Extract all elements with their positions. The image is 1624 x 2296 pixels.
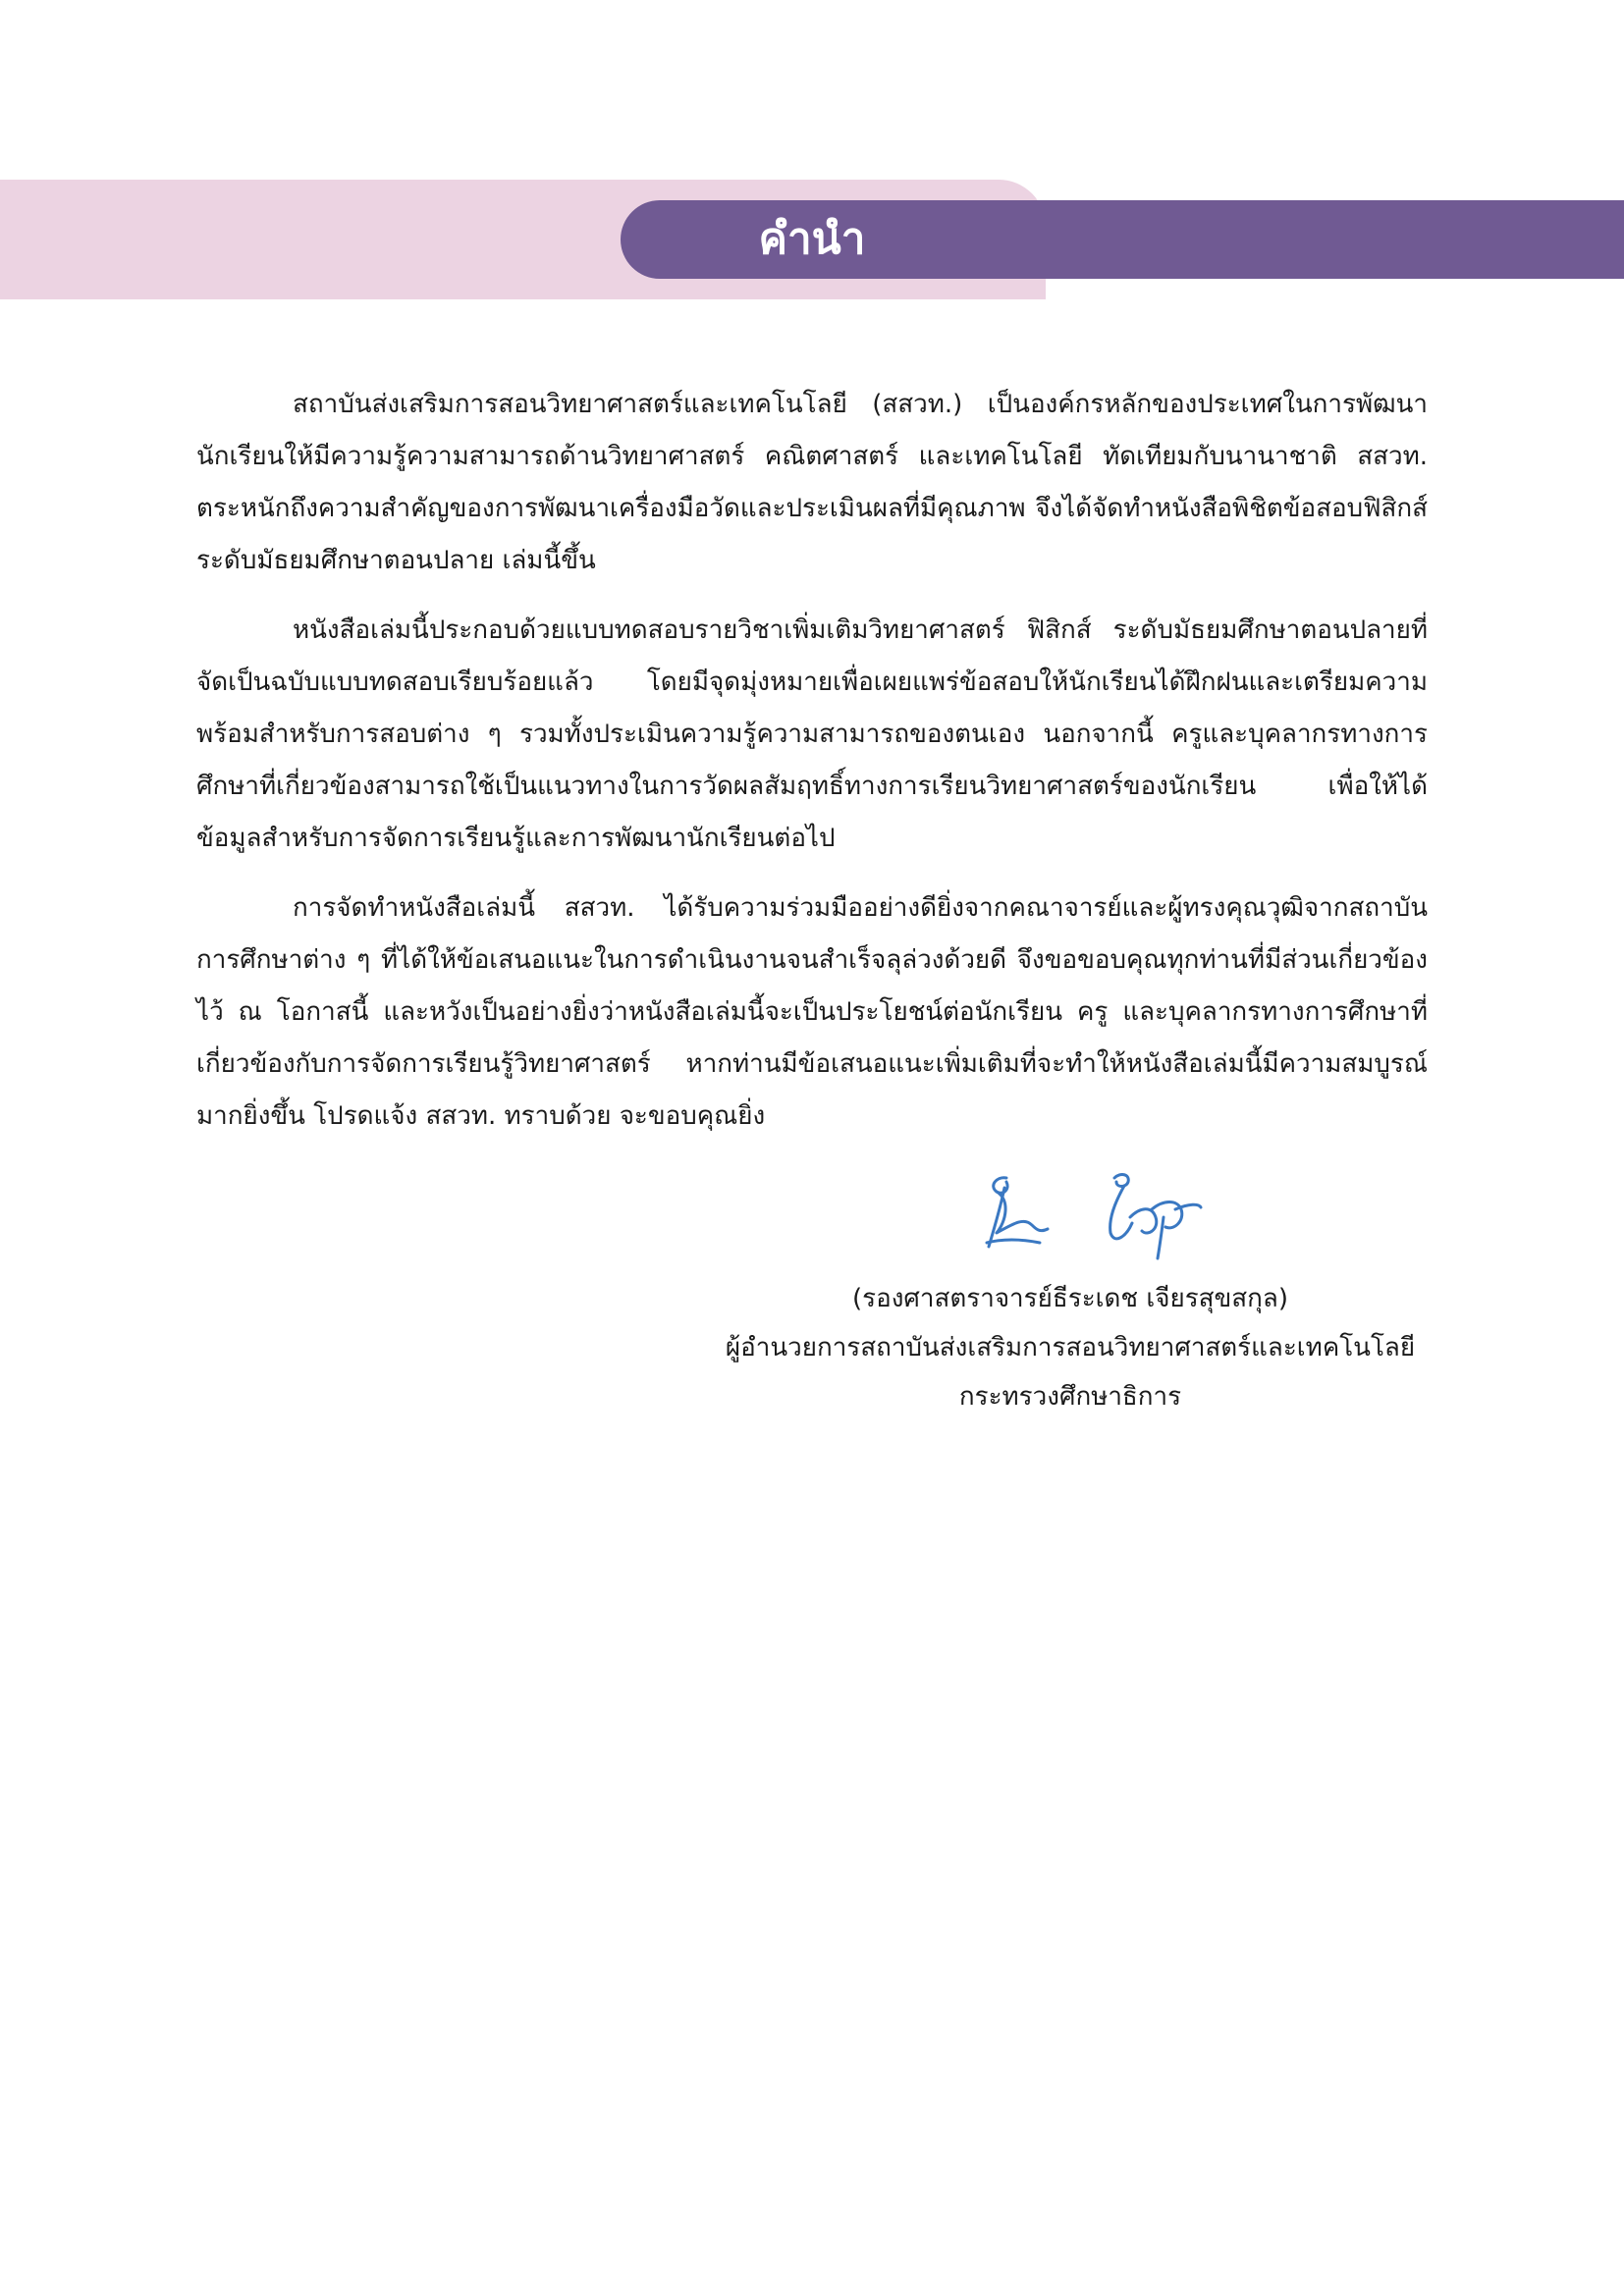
page-title: คำนำ bbox=[758, 214, 866, 264]
signatory-position: ผู้อำนวยการสถาบันส่งเสริมการสอนวิทยาศาสตร์และเทคโนโลยี bbox=[725, 1333, 1416, 1362]
signatory-organization: กระทรวงศึกษาธิการ bbox=[958, 1382, 1182, 1412]
paragraph-1: สถาบันส่งเสริมการสอนวิทยาศาสตร์และเทคโนโลยี (สสวท.) เป็นองค์กรหลักของประเทศในการพัฒนานักเรียนให้มีความรู้ความสามารถด้านวิทยาศาสตร์ คณิตศาสตร์ และเทคโนโลยี ทัดเทียมกับนานาชาติ สสวท. ตระหนักถึงความสำคัญของการพัฒนาเครื่องมือวัดและประเมินผลที่มีคุณภาพ จึงได้จัดทำหนังสือพิชิตข้อสอบฟิสิกส์ ระดับมัธยมศึกษาตอนปลาย เล่มนี้ขึ้น bbox=[196, 390, 1428, 575]
signature-block bbox=[687, 1274, 1453, 1421]
signatory-name: (รองศาสตราจารย์ธีระเดช เจียรสุขสกุล) bbox=[851, 1284, 1288, 1313]
paragraph-2: หนังสือเล่มนี้ประกอบด้วยแบบทดสอบรายวิชาเพิ่มเติมวิทยาศาสตร์ ฟิสิกส์ ระดับมัธยมศึกษาตอนปลายที่จัดเป็นฉบับแบบทดสอบเรียบร้อยแล้ว โดยมีจุดมุ่งหมายเพื่อเผยแพร่ข้อสอบให้นักเรียนได้ฝึกฝนและเตรียมความพร้อมสำหรับการสอบต่าง ๆ รวมทั้งประเมินความรู้ความสามารถของตนเอง นอกจากนี้ ครูและบุคลากรทางการศึกษาที่เกี่ยวข้องสามารถใช้เป็นแนวทางในการวัดผลสัมฤทธิ์ทางการเรียนวิทยาศาสตร์ของนักเรียน เพื่อให้ได้ข้อมูลสำหรับการจัดการเรียนรู้และการพัฒนานักเรียนต่อไป bbox=[196, 615, 1428, 853]
preface-body bbox=[196, 379, 1428, 1160]
handwritten-signature bbox=[967, 1148, 1203, 1266]
signature-image bbox=[967, 1148, 1203, 1266]
paragraph-3: การจัดทำหนังสือเล่มนี้ สสวท. ได้รับความร่วมมืออย่างดียิ่งจากคณาจารย์และผู้ทรงคุณวุฒิจากสถาบันการศึกษาต่าง ๆ ที่ได้ให้ข้อเสนอแนะในการดำเนินงานจนสำเร็จลุล่วงด้วยดี จึงขอขอบคุณทุกท่านที่มีส่วนเกี่ยวข้องไว้ ณ โอกาสนี้ และหวังเป็นอย่างยิ่งว่าหนังสือเล่มนี้จะเป็นประโยชน์ต่อนักเรียน ครู และบุคลากรทางการศึกษาที่เกี่ยวข้องกับการจัดการเรียนรู้วิทยาศาสตร์ หากท่านมีข้อเสนอแนะเพิ่มเติมที่จะทำให้หนังสือเล่มนี้มีความสมบูรณ์มากยิ่งขึ้น โปรดแจ้ง สสวท. ทราบด้วย จะขอบคุณยิ่ง bbox=[196, 893, 1428, 1131]
